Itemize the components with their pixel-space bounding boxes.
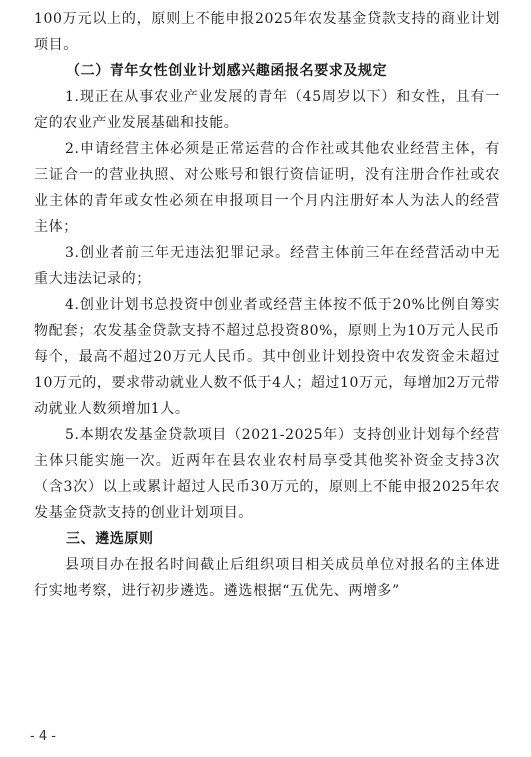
section-heading-youth-women: （二）青年女性创业计划感兴趣函报名要求及规定 (66, 63, 388, 79)
paragraph-selection: 县项目办在报名时间截止后组织项目相关成员单位对报名的主体进行实地考察，进行初步遴选。遴选根据“五优先、两增多” (34, 557, 500, 599)
paragraph-item-2: 2.申请经营主体必须是正常运营的合作社或其他农业经营主体，有三证合一的营业执照、对公账号和银行资信证明，没有注册合作社或农业主体的青年或女性必须在申报项目一个月内注册好本人为法人的经营主体； (34, 141, 500, 235)
paragraph-item-3: 3.创业者前三年无违法犯罪记录。经营主体前三年在经营活动中无重大违法记录的； (34, 245, 500, 287)
paragraph-continuation: 100万元以上的，原则上不能申报2025年农发基金贷款支持的商业计划项目。 (34, 11, 500, 53)
paragraph-item-1: 1.现正在从事农业产业发展的青年（45周岁以下）和女性，且有一定的农业产业发展基础和技能。 (34, 89, 500, 131)
paragraph-item-4: 4.创业计划书总投资中创业者或经营主体按不低于20%比例自筹实物配套；农发基金贷款支持不超过总投资80%，原则上为10万元人民币每个，最高不超过20万元人民币。其中创业计划投资中农发资金未超过10万元的，要求带动就业人数不低于4人；超过10万元，每增加2万元带动就业人数须增加1人。 (34, 297, 500, 417)
section-heading-selection-principles: 三、遴选原则 (66, 531, 154, 547)
page-number: - 4 - (30, 729, 56, 744)
paragraph-item-5: 5.本期农发基金贷款项目（2021-2025年）支持创业计划每个经营主体只能实施一次。近两年在县农业农村局享受其他奖补资金支持3次（含3次）以上或累计超过人民币30万元的，原则上不能申报2025年农发基金贷款支持的创业计划项目。 (34, 427, 500, 521)
